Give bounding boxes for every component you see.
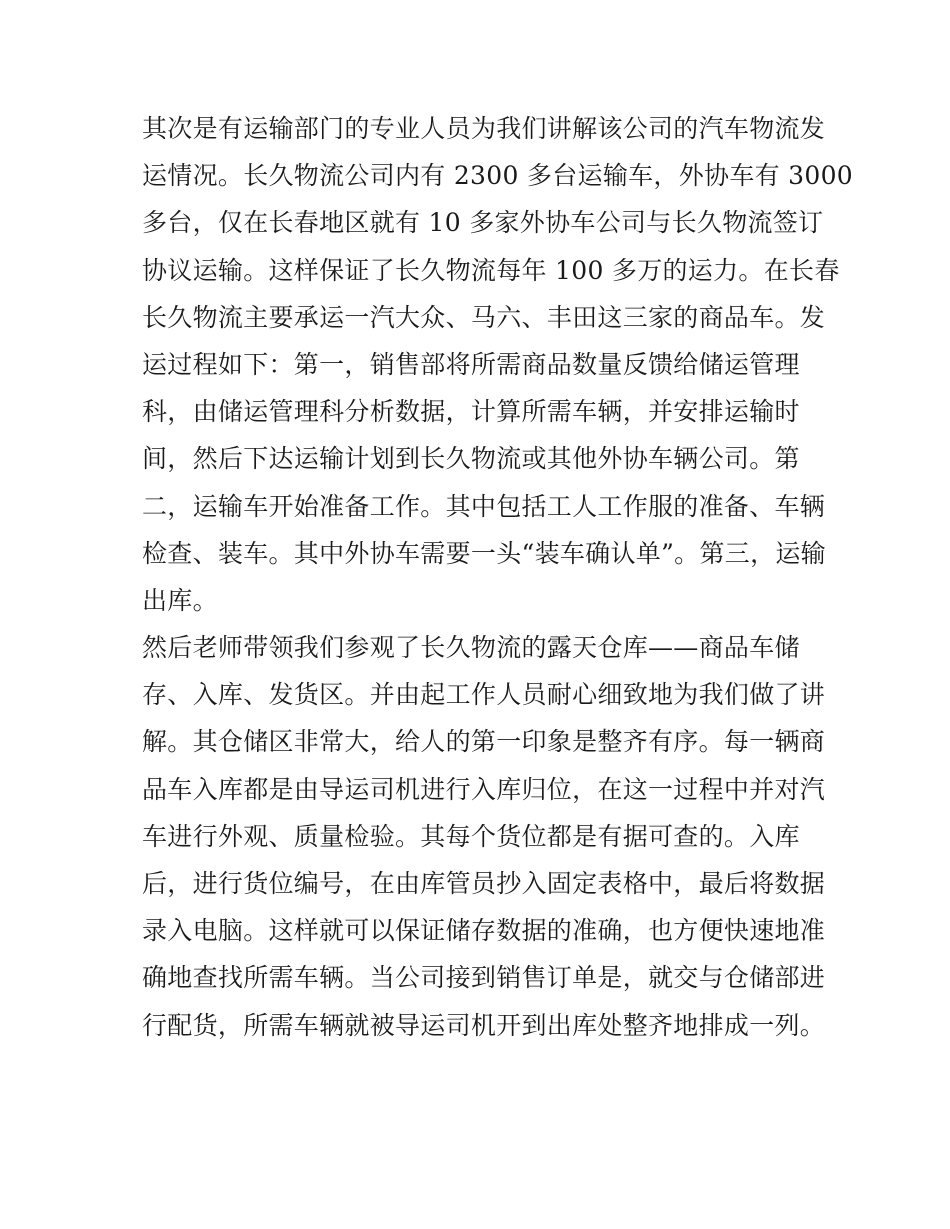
text-line: 存、入库、发货区。并由起工作人员耐心细致地为我们做了讲 [142,680,826,710]
text-line: 间，然后下达运输计划到长久物流或其他外协车辆公司。第 [142,444,800,474]
text-line: 二，运输车开始准备工作。其中包括工人工作服的准备、车辆 [142,491,826,521]
text-line: 录入电脑。这样就可以保证储存数据的准确，也方便快速地准 [142,916,826,946]
text-line: 多台，仅在长春地区就有 10 多家外协车公司与长久物流签订 [142,208,824,238]
text-line: 车进行外观、质量检验。其每个货位都是有据可查的。入库 [142,821,800,851]
text-line: 出库。 [142,585,218,615]
text-line: 品车入库都是由导运司机进行入库归位，在这一过程中并对汽 [142,774,826,804]
text-line: 然后老师带领我们参观了长久物流的露天仓库——商品车储 [142,633,800,663]
text-line: 确地查找所需车辆。当公司接到销售订单是，就交与仓储部进 [142,963,826,993]
text-line: 解。其仓储区非常大，给人的第一印象是整齐有序。每一辆商 [142,727,826,757]
text-line: 检查、装车。其中外协车需要一头“装车确认单”。第三，运输 [142,538,826,568]
text-line: 科，由储运管理科分析数据，计算所需车辆，并安排运输时 [142,397,800,427]
text-line: 后，进行货位编号，在由库管员抄入固定表格中，最后将数据 [142,869,826,898]
text-line: 长久物流主要承运一汽大众、马六、丰田这三家的商品车。发 [142,302,826,332]
text-line: 运情况。长久物流公司内有 2300 多台运输车，外协车有 3000 [142,161,853,191]
body-text [142,105,853,1049]
text-line: 协议运输。这样保证了长久物流每年 100 多万的运力。在长春 [142,255,840,285]
text-line: 行配货，所需车辆就被导运司机开到出库处整齐地排成一列。 [142,1010,826,1040]
text-line: 其次是有运输部门的专业人员为我们讲解该公司的汽车物流发 [142,114,826,143]
text-line: 运过程如下：第一，销售部将所需商品数量反馈给储运管理 [142,349,800,379]
